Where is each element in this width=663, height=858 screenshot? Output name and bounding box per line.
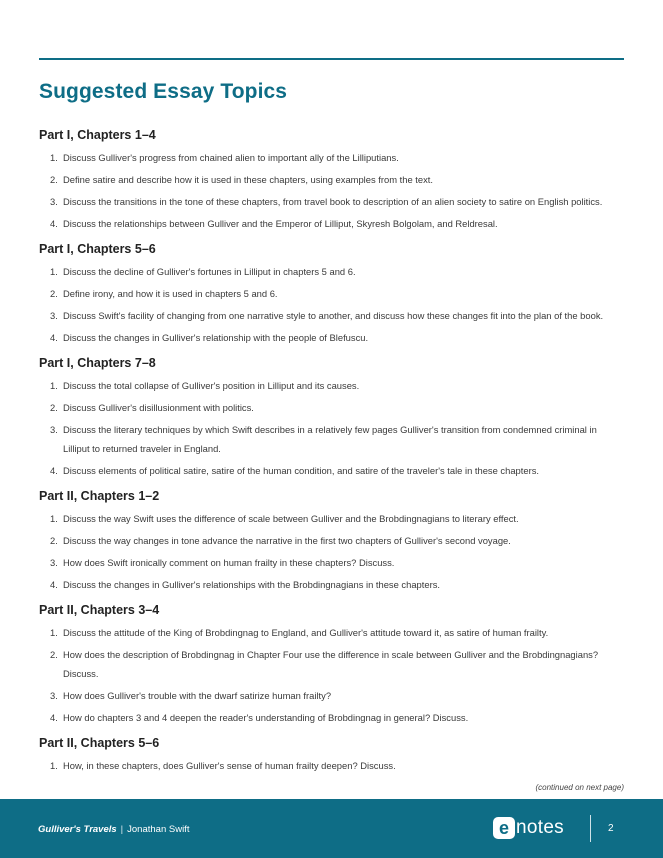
topic-number: 2. bbox=[50, 649, 58, 660]
topic-number: 3. bbox=[50, 424, 58, 435]
topic-number: 1. bbox=[50, 760, 58, 771]
topic-item bbox=[39, 306, 625, 325]
topic-text: Discuss the relationships between Gulliver and the Emperor of Lilliput, Skyresh Bolgolam, and Reldresal. bbox=[63, 218, 498, 229]
topic-item bbox=[39, 553, 625, 572]
section-heading: Part II, Chapters 5–6 bbox=[39, 736, 160, 750]
topic-item bbox=[39, 509, 625, 528]
topic-list bbox=[39, 756, 625, 775]
section-heading: Part I, Chapters 5–6 bbox=[39, 242, 156, 256]
topic-item bbox=[39, 170, 625, 189]
section-heading: Part I, Chapters 7–8 bbox=[39, 356, 156, 370]
top-divider bbox=[39, 58, 624, 60]
topic-item bbox=[39, 192, 625, 211]
topic-number: 4. bbox=[50, 579, 58, 590]
topic-item bbox=[39, 398, 625, 417]
topic-item bbox=[39, 575, 625, 594]
topic-number: 1. bbox=[50, 627, 58, 638]
topic-item bbox=[39, 623, 625, 642]
topic-list bbox=[39, 509, 625, 594]
topic-list bbox=[39, 262, 625, 347]
topic-text: Discuss the way changes in tone advance the narrative in the first two chapters of Gulliver's second voyage. bbox=[63, 535, 511, 546]
continued-note: (continued on next page) bbox=[535, 783, 624, 792]
footer-author: Jonathan Swift bbox=[127, 824, 190, 835]
topic-item bbox=[39, 645, 625, 683]
topic-section bbox=[39, 602, 625, 727]
topic-text: How does Gulliver's trouble with the dwarf satirize human frailty? bbox=[63, 690, 332, 701]
topic-section bbox=[39, 127, 625, 233]
topic-number: 3. bbox=[50, 196, 58, 207]
topic-text: Discuss the changes in Gulliver's relationships with the Brobdingnagians in these chapters. bbox=[63, 579, 440, 590]
topic-section bbox=[39, 355, 625, 480]
topic-text: Discuss elements of political satire, satire of the human condition, and satire of the traveler's tale in these chapters. bbox=[63, 465, 539, 476]
topic-text: Discuss the literary techniques by which Swift describes in a relatively few pages Gulliver's transition from condemned criminal in Lilliput to returned traveler in England. bbox=[63, 424, 597, 454]
topic-text: Discuss the attitude of the King of Brobdingnag to England, and Gulliver's attitude toward it, as satire of human frailty. bbox=[63, 627, 549, 638]
topic-item bbox=[39, 531, 625, 550]
topic-section bbox=[39, 735, 625, 775]
topic-number: 4. bbox=[50, 465, 58, 476]
topic-item bbox=[39, 284, 625, 303]
topic-number: 4. bbox=[50, 712, 58, 723]
footer-book-title: Gulliver's Travels bbox=[38, 824, 117, 835]
topic-text: Discuss the way Swift uses the difference of scale between Gulliver and the Brobdingnagians to literary effect. bbox=[63, 513, 519, 524]
topic-number: 2. bbox=[50, 402, 58, 413]
essay-topics-content bbox=[39, 127, 625, 778]
enotes-logo[interactable] bbox=[493, 817, 564, 839]
topic-number: 1. bbox=[50, 152, 58, 163]
topic-text: Discuss the transitions in the tone of these chapters, from travel book to description of an alien society to satire on English politics. bbox=[63, 196, 603, 207]
topic-number: 2. bbox=[50, 174, 58, 185]
topic-text: Define satire and describe how it is used in these chapters, using examples from the text. bbox=[63, 174, 433, 185]
topic-number: 2. bbox=[50, 535, 58, 546]
topic-list bbox=[39, 148, 625, 233]
topic-item bbox=[39, 686, 625, 705]
topic-item bbox=[39, 148, 625, 167]
footer-separator: | bbox=[120, 824, 124, 835]
footer-book-info bbox=[38, 824, 189, 835]
topic-text: Discuss the total collapse of Gulliver's position in Lilliput and its causes. bbox=[63, 380, 360, 391]
topic-text: Discuss the changes in Gulliver's relationship with the people of Blefuscu. bbox=[63, 332, 369, 343]
enotes-logo-icon: e bbox=[493, 817, 515, 839]
topic-number: 1. bbox=[50, 513, 58, 524]
topic-list bbox=[39, 376, 625, 480]
topic-section bbox=[39, 488, 625, 594]
topic-number: 3. bbox=[50, 690, 58, 701]
topic-number: 2. bbox=[50, 288, 58, 299]
topic-number: 4. bbox=[50, 332, 58, 343]
topic-item bbox=[39, 420, 625, 458]
page-number: 2 bbox=[608, 823, 614, 834]
section-heading: Part II, Chapters 1–2 bbox=[39, 489, 160, 503]
section-heading: Part II, Chapters 3–4 bbox=[39, 603, 160, 617]
topic-text: Discuss the decline of Gulliver's fortunes in Lilliput in chapters 5 and 6. bbox=[63, 266, 356, 277]
footer-bar bbox=[0, 799, 663, 858]
topic-text: Discuss Swift's facility of changing from one narrative style to another, and discuss how these changes fit into the plan of the book. bbox=[63, 310, 604, 321]
topic-number: 1. bbox=[50, 266, 58, 277]
topic-text: Discuss Gulliver's progress from chained alien to important ally of the Lilliputians. bbox=[63, 152, 399, 163]
topic-item bbox=[39, 262, 625, 281]
page-title: Suggested Essay Topics bbox=[39, 80, 288, 103]
footer-divider bbox=[590, 815, 591, 842]
enotes-logo-text: notes bbox=[516, 817, 564, 838]
topic-number: 1. bbox=[50, 380, 58, 391]
topic-text: How does Swift ironically comment on human frailty in these chapters? Discuss. bbox=[63, 557, 395, 568]
topic-number: 3. bbox=[50, 557, 58, 568]
topic-text: How does the description of Brobdingnag in Chapter Four use the difference in scale between Gulliver and the Brobdingnagians? Discuss. bbox=[63, 649, 599, 679]
topic-text: Discuss Gulliver's disillusionment with politics. bbox=[63, 402, 254, 413]
topic-number: 4. bbox=[50, 218, 58, 229]
topic-number: 3. bbox=[50, 310, 58, 321]
topic-text: Define irony, and how it is used in chapters 5 and 6. bbox=[63, 288, 278, 299]
topic-text: How, in these chapters, does Gulliver's sense of human frailty deepen? Discuss. bbox=[63, 760, 396, 771]
topic-item bbox=[39, 756, 625, 775]
topic-item bbox=[39, 376, 625, 395]
topic-item bbox=[39, 708, 625, 727]
topic-item bbox=[39, 461, 625, 480]
topic-text: How do chapters 3 and 4 deepen the reader's understanding of Brobdingnag in general? Discuss. bbox=[63, 712, 469, 723]
topic-list bbox=[39, 623, 625, 727]
topic-item bbox=[39, 328, 625, 347]
topic-item bbox=[39, 214, 625, 233]
topic-section bbox=[39, 241, 625, 347]
section-heading: Part I, Chapters 1–4 bbox=[39, 128, 156, 142]
